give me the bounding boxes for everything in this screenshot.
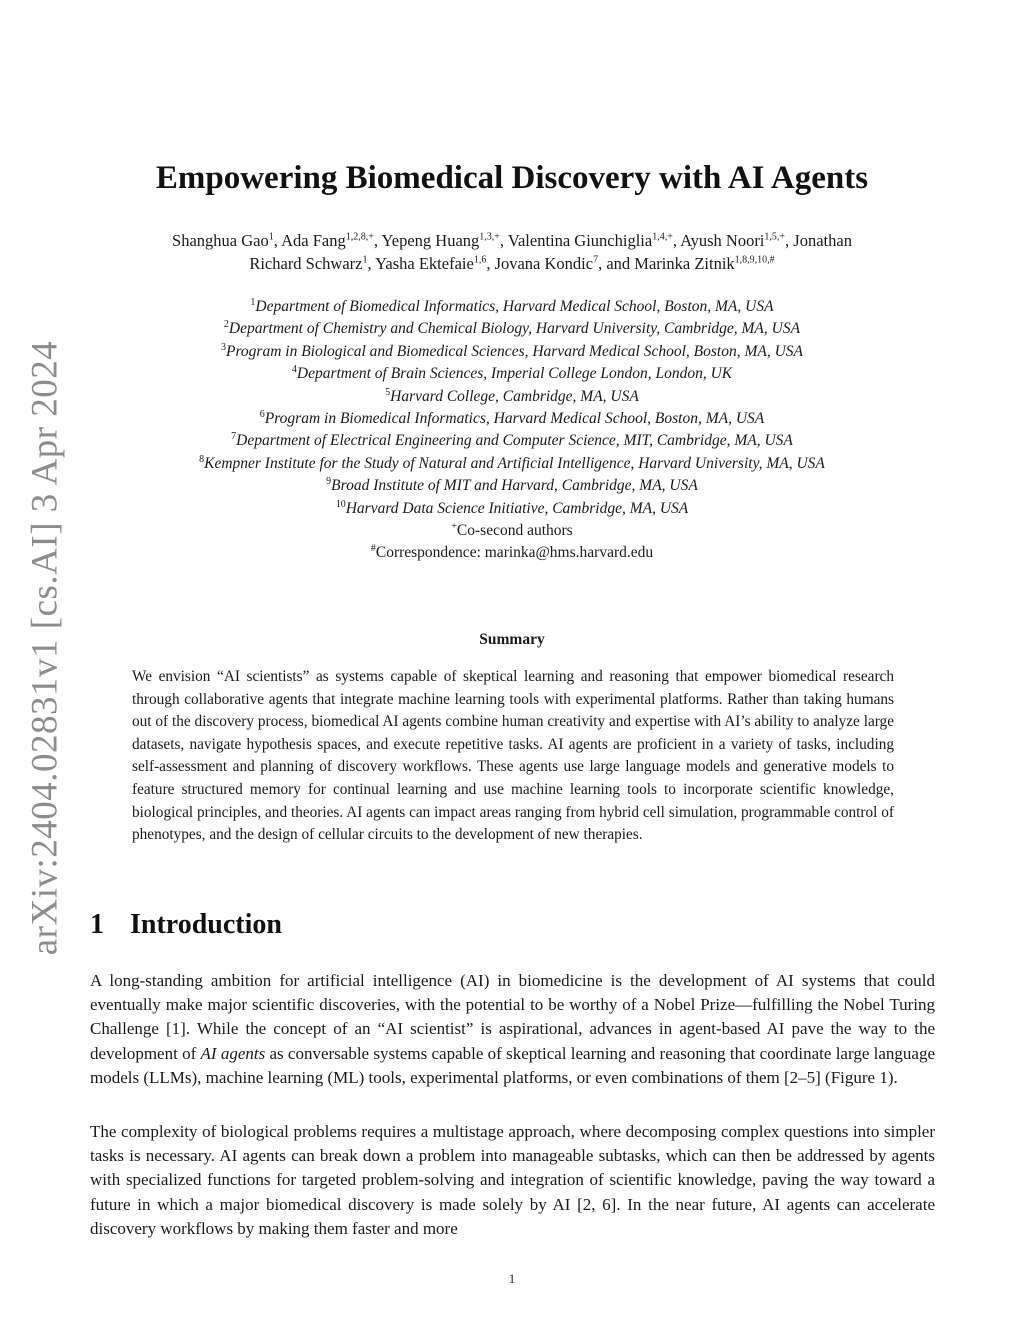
affiliation-text: Harvard College, Cambridge, MA, USA: [390, 387, 639, 405]
affiliation-text: Department of Brain Sciences, Imperial College London, London, UK: [296, 365, 733, 383]
affiliation-item: [95, 318, 929, 340]
summary-text: We envision “AI scientists” as systems capable of skeptical learning and reasoning that empower biomedical research through collaborative agents that integrate machine learning tools with experimental platforms. Rather than taking humans out of the discovery process, biomedical AI agents combine human creativity and expertise with AI’s ability to analyze large datasets, navigate hypothesis spaces, and execute repetitive tasks. AI agents are proficient in a variety of tasks, including self-assessment and planning of discovery workflows. These agents use large language models and generative models to feature structured memory for continual learning and use machine learning tools to incorporate scientific knowledge, biological principles, and theories. AI agents can impact areas ranging from hybrid cell simulation, programmable control of phenotypes, and the design of cellular circuits to the development of new therapies.: [132, 668, 894, 844]
author-affiliation-marks: 1,2,8,+: [345, 231, 374, 243]
affiliation-item: [95, 341, 929, 363]
correspondence-mark: #: [370, 543, 376, 555]
author-name: Yasha Ektefaie: [375, 254, 474, 273]
author-name: Jovana Kondic: [494, 254, 594, 273]
affiliation-text: Kempner Institute for the Study of Natural and Artificial Intelligence, Harvard University, MA, USA: [204, 454, 825, 472]
author-name: Jonathan: [793, 231, 852, 250]
paper-title: Empowering Biomedical Discovery with AI Agents: [155, 160, 869, 196]
summary-heading: Summary: [479, 631, 545, 648]
affiliation-list: [95, 296, 929, 565]
affiliation-text: Program in Biomedical Informatics, Harvard Medical School, Boston, MA, USA: [264, 410, 765, 428]
author-separator: ,: [672, 231, 681, 250]
author-name: Marinka Zitnik: [634, 254, 735, 273]
section-title: Introduction: [130, 909, 282, 940]
author-list: [95, 229, 929, 275]
affiliation-text: Broad Institute of MIT and Harvard, Cambridge, MA, USA: [331, 477, 698, 495]
author-affiliation-marks: 1: [362, 254, 368, 266]
author-separator: , and: [598, 254, 635, 273]
co-second-authors-note: [95, 520, 929, 542]
author-line-1: [95, 229, 929, 252]
page-number: 1: [508, 1271, 516, 1286]
affiliation-number: 3: [221, 341, 226, 353]
paragraph-text: A long-standing ambition for artificial intelligence (AI) in biomedicine is the development of AI systems that could eventually make major scientific discoveries, with the potential to be worthy of a Nobel Prize—fulfilling the Nobel Turing Challenge [1]. While the concept of an “AI scientist” is aspirational, advances in agent-based AI pave the way to the development of: [90, 971, 935, 1063]
author-affiliation-marks: 1,8,9,10,#: [734, 254, 775, 266]
author-affiliation-marks: 1,3,+: [479, 231, 500, 243]
correspondence-note: [95, 542, 929, 564]
author-name: Ada Fang: [281, 231, 346, 250]
affiliation-item: [95, 430, 929, 452]
author-name: Ayush Noori: [680, 231, 765, 250]
correspondence-text: Correspondence: marinka@hms.harvard.edu: [375, 544, 654, 562]
author-separator: ,: [785, 231, 794, 250]
author-name: Valentina Giunchiglia: [507, 231, 653, 250]
arxiv-identifier-stamp: arXiv:2404.02831v1 [cs.AI] 3 Apr 2024: [24, 340, 66, 956]
affiliation-number: 9: [326, 476, 332, 488]
affiliation-number: 2: [223, 319, 229, 331]
author-separator: ,: [273, 231, 282, 250]
affiliation-text: Department of Chemistry and Chemical Biology, Harvard University, Cambridge, MA, USA: [228, 320, 801, 338]
author-separator: ,: [499, 231, 508, 250]
author-affiliation-marks: 1: [268, 231, 274, 243]
affiliation-item: [95, 296, 929, 318]
emphasized-term: AI agents: [200, 1043, 266, 1063]
co-second-mark: +: [451, 520, 457, 532]
author-name: Yepeng Huang: [381, 231, 480, 250]
affiliation-item: [95, 453, 929, 475]
intro-paragraph-1: [90, 969, 935, 1090]
affiliation-item: [95, 408, 929, 430]
affiliation-item: [95, 498, 929, 520]
affiliation-number: 7: [231, 431, 237, 443]
intro-paragraph-2: The complexity of biological problems requires a multistage approach, where decomposing complex questions into simpler tasks is necessary. AI agents can break down a problem into manageable subtasks, which can then be addressed by agents with specialized functions for targeted problem-solving and integration of scientific knowledge, paving the way toward a future in which a major biomedical discovery is made solely by AI [2, 6]. In the near future, AI agents can accelerate discovery workflows by making them faster and more: [90, 1122, 935, 1238]
author-affiliation-marks: 7: [593, 254, 599, 266]
author-affiliation-marks: 1,6: [473, 254, 487, 266]
affiliation-number: 4: [291, 364, 297, 376]
affiliation-item: [95, 363, 929, 385]
author-separator: ,: [486, 254, 495, 273]
affiliation-number: 6: [259, 408, 265, 420]
section-heading-introduction: [90, 909, 282, 941]
author-affiliation-marks: 1,5,+: [764, 231, 786, 243]
affiliation-text: Department of Biomedical Informatics, Harvard Medical School, Boston, MA, USA: [255, 298, 774, 315]
paragraph-text: as conversable systems capable of skeptical learning and reasoning that coordinate large language models (LLMs), machine learning (ML) tools, experimental platforms, or even combinations of them [2–5] (Figure 1).: [90, 1043, 935, 1087]
affiliation-item: [95, 386, 929, 408]
author-line-2: [95, 252, 929, 275]
author-name: Richard Schwarz: [249, 254, 363, 273]
affiliation-text: Department of Electrical Engineering and Computer Science, MIT, Cambridge, MA, USA: [236, 432, 793, 450]
author-name: Shanghua Gao: [172, 231, 269, 250]
affiliation-number: 10: [335, 498, 346, 510]
affiliation-number: 5: [385, 386, 391, 398]
affiliation-item: [95, 475, 929, 497]
author-separator: ,: [373, 231, 382, 250]
co-second-text: Co-second authors: [456, 522, 573, 540]
section-number: 1: [90, 909, 104, 940]
author-separator: ,: [367, 254, 376, 273]
affiliation-text: Harvard Data Science Initiative, Cambridge, MA, USA: [345, 499, 689, 517]
author-affiliation-marks: 1,4,+: [652, 231, 673, 243]
affiliation-text: Program in Biological and Biomedical Sciences, Harvard Medical School, Boston, MA, USA: [226, 342, 803, 360]
affiliation-number: 8: [199, 453, 205, 465]
affiliation-number: 1: [250, 296, 256, 308]
